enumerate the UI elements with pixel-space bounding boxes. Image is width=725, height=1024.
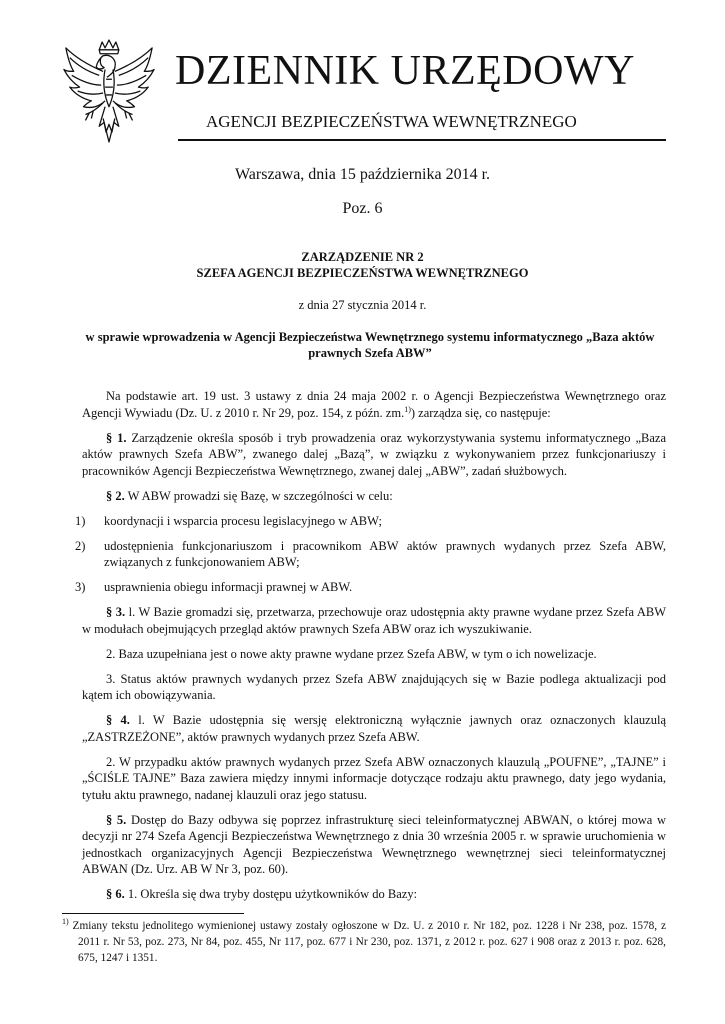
paragraph-3-section-2: 2. Baza uzupełniana jest o nowe akty prawne wydane przez Szefa ABW, w tym o ich nowelizacje. — [106, 646, 597, 661]
paragraph-4-section-2: 2. W przypadku aktów prawnych wydanych przez Szefa ABW oznaczonych klauzulą „POUFNE”, „TAJNE” i „ŚCIŚLE TAJNE” Baza zawiera między innymi informacje dotyczące rodzaju aktu prawnego, daty jego wydania, tytułu aktu prawnego, nadanej klauzuli oraz jego statusu. — [82, 754, 666, 802]
list-item — [75, 579, 666, 596]
footnote-text: Zmiany tekstu jednolitego wymienionej ustawy zostały ogłoszone w Dz. U. z 2010 r. Nr 182, poz. 1228 i Nr 238, poz. 1578, z 2011 r. Nr 53, poz. 273, Nr 84, poz. 455, Nr 117, poz. 677 i Nr 230, poz. 1371, z 2012 r. poz. 627 i 908 oraz z 2013 r. poz. 628, 675, 1247 i 1351. — [68, 920, 666, 965]
preamble-text-a: Na podstawie art. 19 ust. 3 ustawy z dnia 24 maja 2002 r. o Agencji Bezpieczeństwa Wewnętrznego oraz Agencji Wywiadu (Dz. U. z 2010 r. Nr 29, poz. 154, z późn. zm. — [82, 389, 666, 420]
paragraph-3-text: l. W Bazie gromadzi się, przetwarza, przechowuje oraz udostępnia akty prawne wydane przez Szefa ABW w modułach obejmujących przegląd aktów prawnych Szefa ABW oraz ich wyszukiwanie. — [82, 605, 667, 636]
list-item — [75, 538, 666, 571]
paragraph-6-text: 1. Określa się dwa tryby dostępu użytkowników do Bazy: — [124, 887, 418, 901]
header-divider — [178, 139, 666, 141]
place-date-text: Warszawa, dnia 15 października 2014 r. — [234, 166, 491, 183]
paragraph-6 — [82, 886, 666, 903]
paragraph-5-label: § 5. — [106, 812, 127, 827]
paragraph-3-label: § 3. — [106, 605, 126, 619]
act-date: z dnia 27 stycznia 2014 r. — [298, 298, 427, 312]
paragraph-5-text: Dostęp do Bazy odbywa się poprzez infrastrukturę sieci teleinformatycznej ABWAN, o której mowa w decyzji nr 274 Szefa Agencji Bezpieczeństwa Wewnętrznego z dnia 30 września 2005 r. w sprawie uruchomienia w jednostkach organizacyjnych Agencji Bezpieczeństwa Wewnętrznego wewnętrznej sieci teleinformatycznej ABWAN (Dz. Urz. AB W Nr 3, poz. 60). — [82, 812, 667, 876]
paragraph-3 — [82, 604, 666, 637]
list-item-number: 3) — [75, 580, 86, 594]
paragraph-4-text: l. W Bazie udostępnia się wersję elektroniczną wyłącznie jawnych oraz oznaczonych klauzulą „ZASTRZEŻONE”, aktów prawnych wydanych przez Szefa ABW. — [82, 713, 667, 744]
footnote-marker: 1) — [62, 917, 69, 927]
journal-title: DZIENNIK URZĘDOWY — [175, 48, 635, 94]
list-item-number: 1) — [75, 513, 86, 528]
paragraph-1 — [82, 430, 666, 480]
list-item-text: usprawnienia obiegu informacji prawnej w ABW. — [104, 580, 353, 594]
preamble-text-b: ) zarządza się, co następuje: — [410, 405, 551, 420]
paragraph-1-label: § 1. — [106, 430, 127, 445]
paragraph-5 — [82, 812, 666, 878]
journal-subtitle: AGENCJI BEZPIECZEŃSTWA WEWNĘTRZNEGO — [206, 112, 577, 131]
position-number: Poz. 6 — [342, 200, 383, 217]
act-body — [75, 388, 667, 911]
polish-eagle-emblem-icon — [60, 36, 158, 148]
paragraph-3-section-3: 3. Status aktów prawnych wydanych przez Szefa ABW znajdujących się w Bazie podlega aktualizacji pod kątem ich obowiązywania. — [82, 671, 666, 702]
paragraph-2 — [82, 488, 666, 505]
list-item-text: koordynacji i wsparcia procesu legislacyjnego w ABW; — [104, 513, 382, 528]
list-item-text: udostępnienia funkcjonariuszom i pracownikom ABW aktów prawnych wydanych przez Szefa ABW, związanych z funkcjonowaniem ABW; — [104, 538, 666, 569]
footnote-ref: 1) — [404, 404, 411, 414]
act-title-line1: ZARZĄDZENIE NR 2 — [301, 250, 424, 264]
paragraph-2-text: W ABW prowadzi się Bazę, w szczególności w celu: — [124, 488, 393, 503]
footnote-divider — [62, 913, 244, 914]
act-subject: w sprawie wprowadzenia w Agencji Bezpieczeństwa Wewnętrznego systemu informatycznego „Baza aktów prawnych Szefa ABW” — [85, 330, 655, 360]
paragraph-4 — [82, 712, 666, 745]
list-item — [75, 513, 666, 530]
act-title-line2: SZEFA AGENCJI BEZPIECZEŃSTWA WEWNĘTRZNEGO — [196, 266, 529, 280]
place-date — [0, 166, 725, 184]
preamble — [82, 388, 666, 421]
list-item-number: 2) — [75, 538, 86, 553]
footnote — [62, 918, 666, 967]
paragraph-6-label: § 6. — [106, 887, 125, 901]
paragraph-4-label: § 4. — [106, 713, 130, 727]
paragraph-2-label: § 2. — [106, 488, 125, 503]
paragraph-1-text: Zarządzenie określa sposób i tryb prowadzenia oraz wykorzystywania systemu informatycznego „Baza aktów prawnych Szefa ABW”, zwanego dalej „Bazą”, w związku z wykonywaniem przez funkcjonariuszy i pracowników Agencji Bezpieczeństwa Wewnętrznego, zwanej dalej „ABW”, zadań służbowych. — [82, 430, 667, 478]
